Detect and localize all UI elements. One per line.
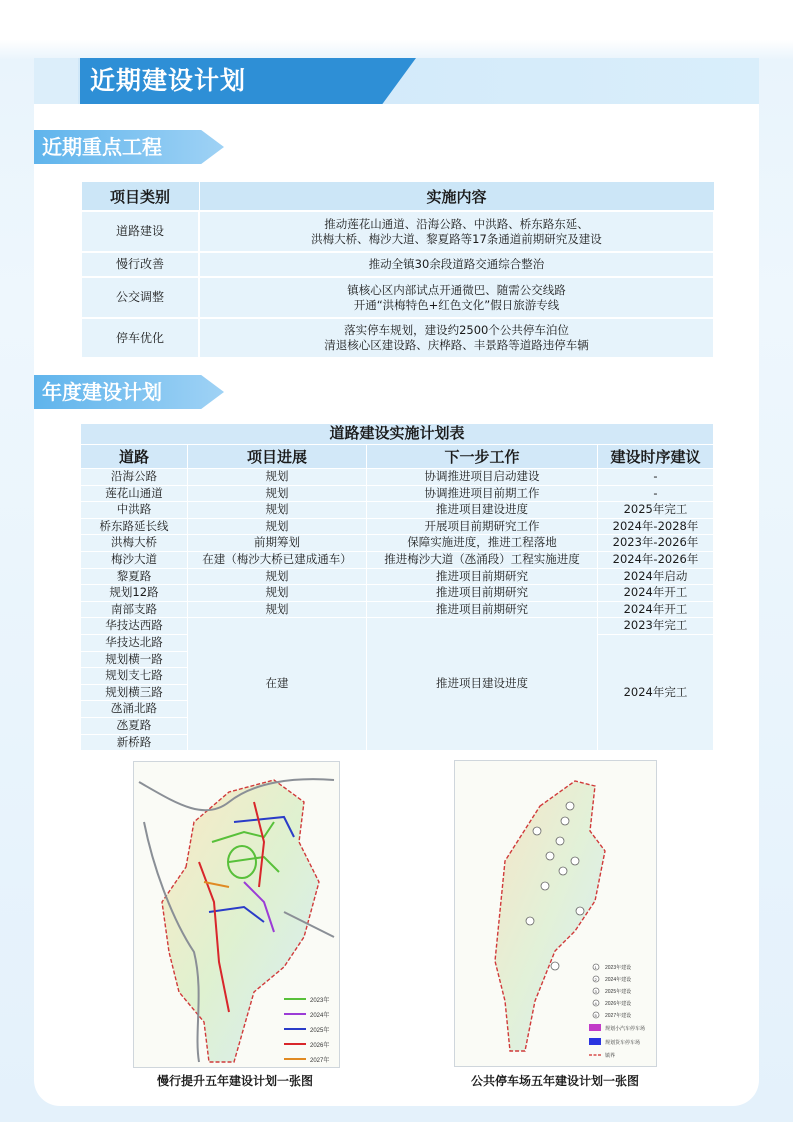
road-cell: 规划支七路 xyxy=(81,668,188,685)
progress-cell: 规划 xyxy=(188,568,367,585)
section-title-key-projects: 近期重点工程 xyxy=(42,135,162,159)
timing-cell: 2024年开工 xyxy=(598,585,714,602)
content-line: 开通“洪梅特色+红色文化”假日旅游专线 xyxy=(353,297,560,312)
next-step-cell: 推进梅沙大道（氹涌段）工程实施进度 xyxy=(367,551,598,568)
header-left-strip xyxy=(34,58,78,104)
section-title-annual-plan: 年度建设计划 xyxy=(42,380,162,404)
timing-cell: 2024年-2026年 xyxy=(598,551,714,568)
legend-label: 规划小汽车停车场 xyxy=(605,1026,646,1032)
progress-cell: 规划 xyxy=(188,485,367,502)
next-step-cell: 推进项目建设进度 xyxy=(367,502,598,519)
table-title: 道路建设实施计划表 xyxy=(81,424,714,445)
category-cell: 停车优化 xyxy=(81,318,199,358)
road-cell: 华技达北路 xyxy=(81,634,188,651)
road-cell: 氹夏路 xyxy=(81,717,188,734)
walking-plan-map-graphic xyxy=(134,762,339,1067)
next-step-cell: 推进项目建设进度 xyxy=(367,618,598,751)
road-plan-table xyxy=(80,423,714,751)
legend-label: 2026年建设 xyxy=(605,1001,632,1007)
walking-plan-map xyxy=(133,761,340,1068)
timing-cell: 2025年完工 xyxy=(598,502,714,519)
timing-cell: - xyxy=(598,485,714,502)
table-caption-row xyxy=(81,424,714,445)
legend-label: 2025年建设 xyxy=(605,989,632,995)
content-cell xyxy=(199,318,714,358)
content-cell xyxy=(199,252,714,277)
legend-label: 2024年建设 xyxy=(605,977,632,983)
next-step-cell: 开展项目前期研究工作 xyxy=(367,518,598,535)
road-cell: 沿海公路 xyxy=(81,469,188,486)
road-cell: 华技达西路 xyxy=(81,618,188,635)
table-row xyxy=(81,318,714,358)
next-step-cell: 保障实施进度，推进工程落地 xyxy=(367,535,598,552)
legend-label: 2024年 xyxy=(310,1013,330,1019)
road-cell: 梅沙大道 xyxy=(81,551,188,568)
timing-cell: 2024年完工 xyxy=(598,634,714,750)
timing-cell: 2023年完工 xyxy=(598,618,714,635)
timing-cell: 2024年启动 xyxy=(598,568,714,585)
header-progress: 项目进展 xyxy=(188,445,367,469)
road-cell: 莲花山通道 xyxy=(81,485,188,502)
road-cell: 桥东路延长线 xyxy=(81,518,188,535)
header-road: 道路 xyxy=(81,445,188,469)
content-cell xyxy=(199,211,714,252)
progress-cell: 规划 xyxy=(188,601,367,618)
category-cell: 公交调整 xyxy=(81,277,199,318)
table-row xyxy=(81,535,714,552)
road-cell: 中洪路 xyxy=(81,502,188,519)
legend-number: 4 xyxy=(594,1001,597,1006)
content-line: 洪梅大桥、梅沙大道、黎夏路等17条通道前期研究及建设 xyxy=(311,231,602,246)
legend-number: 2 xyxy=(594,977,597,982)
header-next-step: 下一步工作 xyxy=(367,445,598,469)
legend-label: 规划货车停车场 xyxy=(605,1040,641,1046)
next-step-cell: 协调推进项目前期工作 xyxy=(367,485,598,502)
road-cell: 氹涌北路 xyxy=(81,701,188,718)
table-row xyxy=(81,518,714,535)
page-title: 近期建设计划 xyxy=(90,66,247,95)
parking-plan-map xyxy=(454,760,657,1067)
legend-label: 2027年建设 xyxy=(605,1013,632,1019)
header-content: 实施内容 xyxy=(199,182,714,212)
legend-label: 2027年 xyxy=(310,1058,330,1064)
road-cell: 南部支路 xyxy=(81,601,188,618)
header-category: 项目类别 xyxy=(81,182,199,212)
header-timing: 建设时序建议 xyxy=(598,445,714,469)
table-row xyxy=(81,277,714,318)
road-cell: 规划横一路 xyxy=(81,651,188,668)
table-row xyxy=(81,211,714,252)
table-row xyxy=(81,252,714,277)
next-step-cell: 推进项目前期研究 xyxy=(367,601,598,618)
legend-label: 镇界 xyxy=(605,1053,616,1059)
timing-cell: 2024年-2028年 xyxy=(598,518,714,535)
parking-map-caption: 公共停车场五年建设计划一张图 xyxy=(470,1074,639,1088)
content-line: 清退核心区建设路、庆桦路、丰景路等道路违停车辆 xyxy=(324,338,589,352)
next-step-cell: 推进项目前期研究 xyxy=(367,585,598,602)
progress-cell: 前期筹划 xyxy=(188,535,367,552)
legend-label: 2023年建设 xyxy=(605,965,632,971)
category-cell: 慢行改善 xyxy=(81,252,199,277)
progress-cell: 规划 xyxy=(188,469,367,486)
content-line: 推动全镇30余段道路交通综合整治 xyxy=(368,257,545,271)
parking-plan-map-graphic xyxy=(455,761,656,1066)
progress-cell: 规划 xyxy=(188,518,367,535)
timing-cell: - xyxy=(598,469,714,486)
table-row xyxy=(81,551,714,568)
content-cell xyxy=(199,277,714,318)
progress-cell: 在建 xyxy=(188,618,367,751)
road-cell: 黎夏路 xyxy=(81,568,188,585)
table-row xyxy=(81,618,714,635)
table-header-row xyxy=(81,445,714,469)
legend-label: 2023年 xyxy=(310,998,330,1004)
legend-number: 1 xyxy=(594,965,597,970)
road-cell: 规划横三路 xyxy=(81,684,188,701)
table-row xyxy=(81,601,714,618)
legend-number: 3 xyxy=(594,989,597,994)
next-step-cell: 推进项目前期研究 xyxy=(367,568,598,585)
progress-cell: 在建（梅沙大桥已建成通车） xyxy=(188,551,367,568)
road-cell: 新桥路 xyxy=(81,734,188,751)
table-row xyxy=(81,485,714,502)
progress-cell: 规划 xyxy=(188,502,367,519)
road-cell: 规划12路 xyxy=(81,585,188,602)
table-row xyxy=(81,502,714,519)
content-line: 推动莲花山通道、沿海公路、中洪路、桥东路东延、 xyxy=(324,216,589,231)
legend-label: 2025年 xyxy=(310,1028,330,1034)
table-row xyxy=(81,585,714,602)
content-line: 镇核心区内部试点开通微巴、随需公交线路 xyxy=(347,282,566,297)
table-row xyxy=(81,469,714,486)
timing-cell: 2024年开工 xyxy=(598,601,714,618)
legend-number: 5 xyxy=(594,1013,597,1018)
progress-cell: 规划 xyxy=(188,585,367,602)
key-projects-table xyxy=(80,181,715,359)
table-header-row xyxy=(81,182,714,212)
walking-map-caption: 慢行提升五年建设计划一张图 xyxy=(156,1074,313,1088)
content-line: 落实停车规划，建设约2500个公共停车泊位 xyxy=(344,323,569,337)
category-cell: 道路建设 xyxy=(81,211,199,252)
legend-label: 2026年 xyxy=(310,1043,330,1049)
next-step-cell: 协调推进项目启动建设 xyxy=(367,469,598,486)
table-row xyxy=(81,568,714,585)
road-cell: 洪梅大桥 xyxy=(81,535,188,552)
timing-cell: 2023年-2026年 xyxy=(598,535,714,552)
